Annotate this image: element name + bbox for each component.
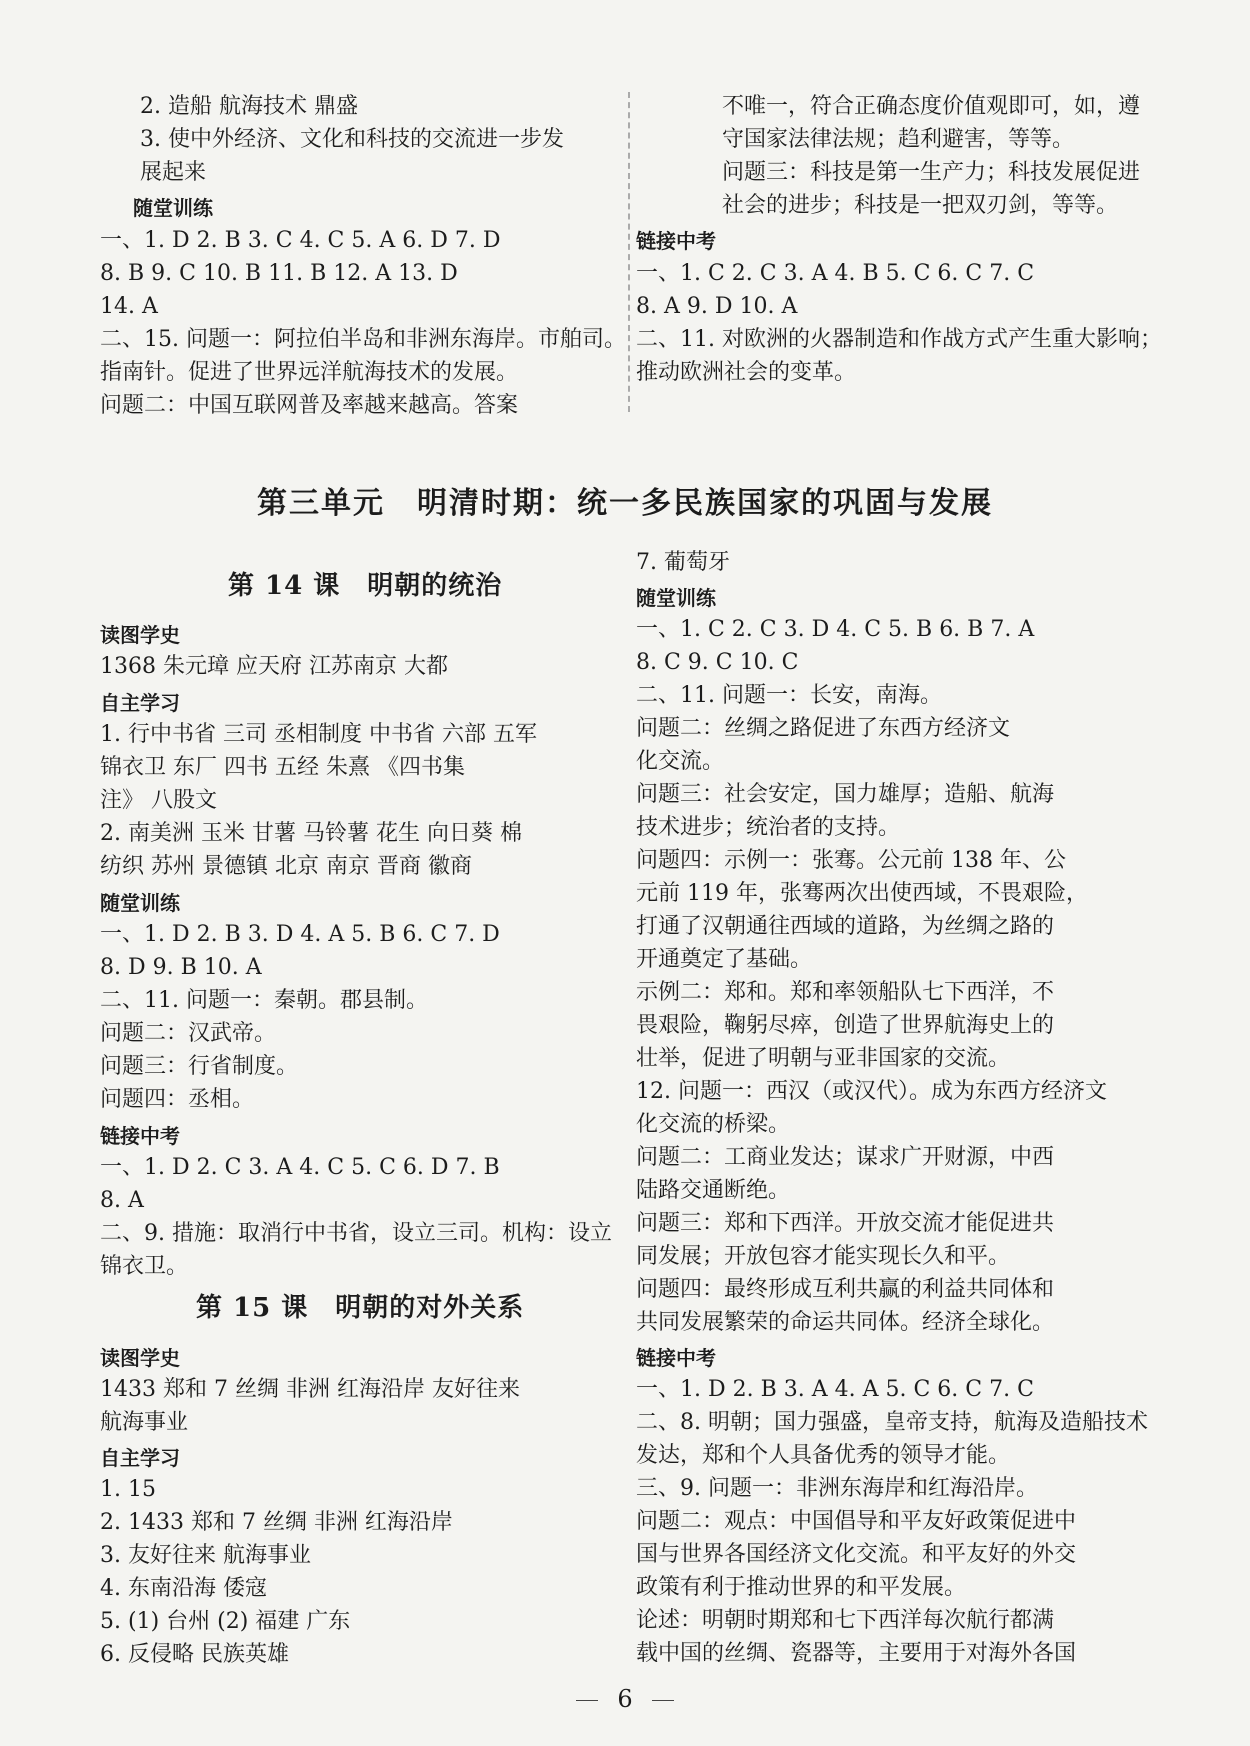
text-line: 航海事业 [100,1410,189,1435]
section-heading: 随堂训练 [133,196,213,220]
text-line: 守国家法律法规；趋利避害，等等。 [722,127,1075,152]
answer-line: 一、1. D 2. B 3. D 4. A 5. B 6. C 7. D [100,922,500,947]
answer-line: 国与世界各国经济文化交流。和平友好的外交 [636,1542,1077,1567]
answer-line: 一、1. C 2. C 3. A 4. B 5. C 6. C 7. C [636,261,1035,286]
section-heading: 随堂训练 [636,586,716,610]
answer-line: 三、9. 问题一：非洲东海岸和红海沿岸。 [636,1476,1038,1501]
text-line: 3. 使中外经济、文化和科技的交流进一步发 [140,127,564,152]
text-line: 4. 东南沿海 倭寇 [100,1576,267,1601]
answer-line: 陆路交通断绝。 [636,1178,791,1203]
text-line: 1. 15 [100,1477,156,1502]
answer-line: 8. C 9. C 10. C [636,650,799,675]
section-heading: 链接中考 [636,1346,716,1370]
text-line: 2. 造船 航海技术 鼎盛 [140,94,358,119]
answer-line: 元前 119 年，张骞两次出使西域，不畏艰险， [636,881,1088,906]
answer-line: 示例二：郑和。郑和率领船队七下西洋，不 [636,980,1055,1005]
section-heading: 读图学史 [100,1346,180,1370]
unit-title: 第三单元 明清时期：统一多民族国家的巩固与发展 [257,486,993,521]
answer-line: 一、1. C 2. C 3. D 4. C 5. B 6. B 7. A [636,617,1035,642]
text-line: 1368 朱元璋 应天府 江苏南京 大都 [100,654,448,679]
answer-line: 打通了汉朝通往西域的道路，为丝绸之路的 [636,914,1055,939]
answer-line: 二、11. 问题一：长安，南海。 [636,683,942,708]
answer-line: 问题二：中国互联网普及率越来越高。答案 [100,393,519,418]
section-heading: 随堂训练 [100,891,180,915]
answer-line: 14. A [100,294,158,319]
answer-line: 同发展；开放包容才能实现长久和平。 [636,1244,1011,1269]
text-line: 2. 南美洲 玉米 甘薯 马铃薯 花生 向日葵 棉 [100,821,522,846]
answer-line: 技术进步；统治者的支持。 [636,815,901,840]
answer-line: 化交流。 [636,749,725,774]
text-line: 社会的进步；科技是一把双刃剑，等等。 [722,193,1119,218]
answer-line: 化交流的桥梁。 [636,1112,791,1137]
answer-line: 问题四：示例一：张骞。公元前 138 年、公 [636,848,1066,873]
text-line: 7. 葡萄牙 [636,550,730,575]
text-line: 展起来 [140,160,207,185]
column-divider [628,92,630,412]
answer-line: 畏艰险，鞠躬尽瘁，创造了世界航海史上的 [636,1013,1055,1038]
answer-line: 问题三：行省制度。 [100,1054,299,1079]
answer-line: 问题二：观点：中国倡导和平友好政策促进中 [636,1509,1077,1534]
text-line: 3. 友好往来 航海事业 [100,1543,311,1568]
page-number: 6 [600,1685,650,1713]
answer-line: 问题二：丝绸之路促进了东西方经济文 [636,716,1011,741]
text-line: 5. (1) 台州 (2) 福建 广东 [100,1609,351,1634]
answer-line: 8. B 9. C 10. B 11. B 12. A 13. D [100,261,458,286]
text-line: 注》 八股文 [100,788,217,813]
text-line: 6. 反侵略 民族英雄 [100,1642,289,1667]
text-line: 纺织 苏州 景德镇 北京 南京 晋商 徽商 [100,854,472,879]
answer-line: 12. 问题一：西汉（或汉代）。成为东西方经济文 [636,1079,1107,1104]
text-line: 2. 1433 郑和 7 丝绸 非洲 红海沿岸 [100,1510,453,1535]
answer-line: 问题三：郑和下西洋。开放交流才能促进共 [636,1211,1055,1236]
text-line: 问题三：科技是第一生产力；科技发展促进 [722,160,1141,185]
answer-line: 发达，郑和个人具备优秀的领导才能。 [636,1443,1011,1468]
answer-line: 锦衣卫。 [100,1254,189,1279]
lesson-14-title: 第 14 课 明朝的统治 [228,571,503,601]
answer-line: 一、1. D 2. B 3. C 4. C 5. A 6. D 7. D [100,228,501,253]
answer-line: 问题四：丞相。 [100,1087,255,1112]
answer-line: 二、11. 对欧洲的火器制造和作战方式产生重大影响； [636,327,1162,352]
answer-line: 共同发展繁荣的命运共同体。经济全球化。 [636,1310,1055,1335]
answer-line: 政策有利于推动世界的和平发展。 [636,1575,967,1600]
section-heading: 自主学习 [100,1446,180,1470]
answer-line: 指南针。促进了世界远洋航海技术的发展。 [100,360,519,385]
answer-line: 问题三：社会安定，国力雄厚；造船、航海 [636,782,1055,807]
section-heading: 链接中考 [100,1124,180,1148]
answer-line: 一、1. D 2. C 3. A 4. C 5. C 6. D 7. B [100,1155,500,1180]
answer-line: 壮举，促进了明朝与亚非国家的交流。 [636,1046,1011,1071]
text-line: 1. 行中书省 三司 丞相制度 中书省 六部 五军 [100,722,537,747]
answer-line: 开通奠定了基础。 [636,947,813,972]
text-line: 1433 郑和 7 丝绸 非洲 红海沿岸 友好往来 [100,1377,520,1402]
lesson-15-title: 第 15 课 明朝的对外关系 [196,1293,525,1323]
answer-line: 二、9. 措施：取消行中书省，设立三司。机构：设立 [100,1221,612,1246]
answer-line: 二、15. 问题一：阿拉伯半岛和非洲东海岸。市舶司。 [100,327,626,352]
answer-line: 8. A 9. D 10. A [636,294,798,319]
answer-line: 一、1. D 2. B 3. A 4. A 5. C 6. C 7. C [636,1377,1034,1402]
answer-line: 问题二：汉武帝。 [100,1021,277,1046]
section-heading: 链接中考 [636,229,716,253]
answer-line: 论述：明朝时期郑和七下西洋每次航行都满 [636,1608,1055,1633]
answer-line: 问题二：工商业发达；谋求广开财源，中西 [636,1145,1055,1170]
answer-line: 问题四：最终形成互利共赢的利益共同体和 [636,1277,1055,1302]
text-line: 不唯一，符合正确态度价值观即可，如，遵 [722,94,1141,119]
answer-line: 8. D 9. B 10. A [100,955,262,980]
answer-line: 二、11. 问题一：秦朝。郡县制。 [100,988,428,1013]
answer-line: 推动欧洲社会的变革。 [636,360,857,385]
answer-line: 载中国的丝绸、瓷器等，主要用于对海外各国 [636,1641,1077,1666]
section-heading: 自主学习 [100,691,180,715]
answer-line: 二、8. 明朝；国力强盛，皇帝支持，航海及造船技术 [636,1410,1148,1435]
answer-line: 8. A [100,1188,144,1213]
text-line: 锦衣卫 东厂 四书 五经 朱熹 《四书集 [100,755,465,780]
section-heading: 读图学史 [100,623,180,647]
